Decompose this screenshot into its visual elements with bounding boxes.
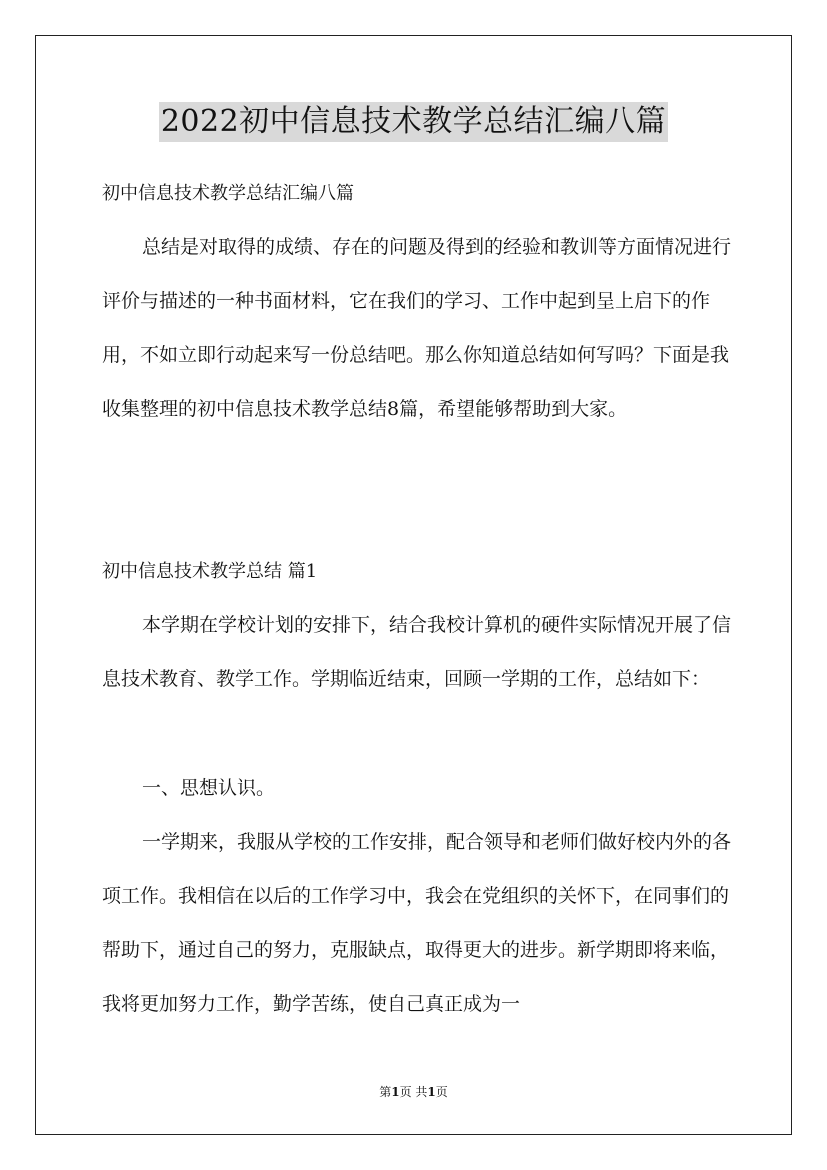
footer-page-prefix: 第 (379, 1085, 392, 1099)
document-subtitle: 初中信息技术教学总结汇编八篇 (102, 183, 354, 204)
page-footer (0, 1084, 827, 1100)
document-title: 2022初中信息技术教学总结汇编八篇 (159, 102, 668, 142)
footer-page-number: 1 (391, 1085, 400, 1099)
intro-paragraph: 总结是对取得的成绩、存在的问题及得到的经验和教训等方面情况进行评价与描述的一种书面材料，它在我们的学习、工作中起到呈上启下的作用，不如立即行动起来写一份总结吧。那么你知道总结如何写吗？下面是我收集整理的初中信息技术教学总结8篇，希望能够帮助到大家。 (102, 236, 732, 420)
section-paragraph-1: 本学期在学校计划的安排下，结合我校计算机的硬件实际情况开展了信息技术教育、教学工作。学期临近结束，回顾一学期的工作，总结如下： (102, 614, 732, 690)
footer-page-suffix: 页 (435, 1085, 448, 1099)
footer-page-mid: 页 共 (399, 1085, 428, 1099)
footer-page-total: 1 (427, 1085, 436, 1099)
section-paragraph-2: 一学期来，我服从学校的工作安排，配合领导和老师们做好校内外的各项工作。我相信在以后的工作学习中，我会在党组织的关怀下，在同事们的帮助下，通过自己的努力，克服缺点，取得更大的进步。新学期即将来临，我将更加努力工作，勤学苦练，使自己真正成为一 (102, 831, 732, 1015)
section-title: 初中信息技术教学总结 篇1 (102, 561, 318, 582)
title-container (0, 102, 827, 142)
section-heading-1: 一、思想认识。 (142, 777, 276, 799)
